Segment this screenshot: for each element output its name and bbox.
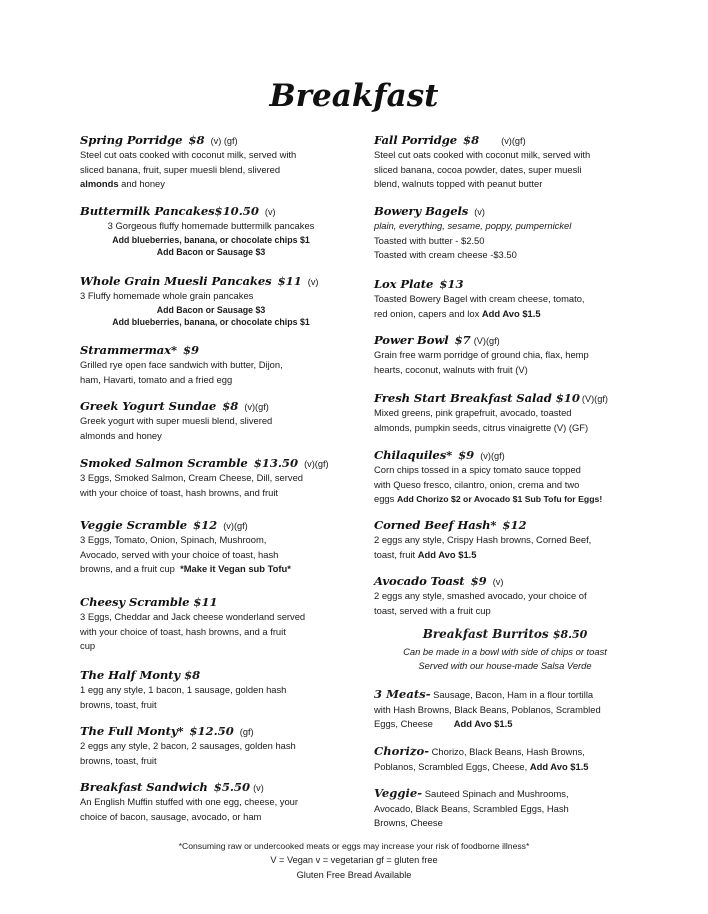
- item-name: Spring Porridge: [80, 133, 183, 147]
- item-tags: (v)(gf): [223, 521, 248, 531]
- menu-item-corned-beef-hash: [374, 516, 636, 562]
- item-name: Power Bowl: [374, 333, 449, 347]
- burritos-note: Served with our house-made Salsa Verde: [418, 660, 592, 671]
- burrito-name: Chorizo-: [374, 744, 430, 758]
- item-name: Bowery Bagels: [374, 204, 469, 218]
- item-desc: red onion, capers and lox: [374, 307, 482, 319]
- footer-legend: V = Vegan v = vegetarian gf = gluten free: [270, 855, 438, 865]
- item-desc: cup: [80, 640, 96, 652]
- item-price: $11: [277, 274, 302, 288]
- burrito-desc: Poblanos, Scrambled Eggs, Cheese,: [374, 760, 530, 772]
- item-desc: toast, fruit: [374, 548, 418, 560]
- item-desc: Toasted with cream cheese -$3.50: [374, 249, 517, 261]
- item-addon: Add Avo $1.5: [417, 548, 477, 560]
- burritos-price: $8.50: [552, 628, 588, 641]
- item-desc: 1 egg any style, 1 bacon, 1 sausage, golden hash: [80, 684, 287, 695]
- item-desc: plain, everything, sesame, poppy, pumpernickel: [374, 220, 572, 231]
- menu-item-fall-porridge: [374, 131, 636, 192]
- item-addon: Add Chorizo $2 or Avocado $1 Sub Tofu for Eggs!: [396, 494, 603, 505]
- item-name: Strammermax*: [80, 343, 177, 357]
- page-title: Breakfast: [269, 78, 439, 114]
- item-name: Smoked Salmon Scramble: [80, 456, 248, 470]
- item-price: $8: [222, 399, 239, 413]
- item-tags: (V)(gf): [581, 394, 608, 404]
- item-price: $9: [470, 574, 487, 588]
- item-desc: 2 eggs any style, 2 bacon, 2 sausages, golden hash: [80, 740, 296, 751]
- item-name: The Full Monty*: [80, 724, 184, 738]
- item-price: $12.50: [189, 724, 234, 738]
- item-desc: Grain free warm porridge of ground chia, flax, hemp: [374, 349, 589, 360]
- menu-item-greek-yogurt-sundae: [80, 397, 342, 443]
- item-name: Fresh Start Breakfast Salad: [374, 391, 552, 405]
- item-desc: Toasted Bowery Bagel with cream cheese, tomato,: [374, 293, 585, 304]
- menu-item-lox-plate: [374, 275, 636, 321]
- burrito-name: 3 Meats-: [374, 687, 431, 701]
- item-desc: Corn chips tossed in a spicy tomato sauce topped: [374, 464, 581, 475]
- menu-item-bowery-bagels: [374, 202, 636, 263]
- burrito-3-meats: [374, 687, 636, 732]
- item-price: $9: [182, 343, 200, 357]
- item-desc: Steel cut oats cooked with coconut milk, served with: [80, 149, 297, 160]
- item-addon: Add Bacon or Sausage $3: [156, 304, 266, 315]
- item-desc: blend, walnuts topped with peanut butter: [374, 178, 543, 190]
- item-desc: sliced banana, fruit, super muesli blend, slivered: [80, 163, 281, 175]
- item-desc: 3 Eggs, Cheddar and Jack cheese wonderland served: [80, 611, 306, 622]
- item-desc: choice of bacon, sausage, avocado, or ham: [80, 810, 262, 822]
- item-name: The Half Monty: [80, 668, 181, 682]
- item-name: Chilaquiles*: [374, 448, 453, 462]
- item-addon: Add Bacon or Sausage $3: [156, 247, 266, 258]
- item-tags: (V)(gf): [473, 336, 500, 346]
- item-desc: 2 eggs any style, Crispy Hash browns, Corned Beef,: [374, 534, 592, 545]
- menu-item-fresh-start-salad: [374, 389, 636, 435]
- item-price: $5.50: [213, 780, 251, 794]
- menu-item-avocado-toast: [374, 572, 636, 618]
- burrito-desc: Eggs, Cheese: [374, 718, 454, 730]
- item-tags: (v)(gf): [244, 402, 269, 412]
- menu-item-strammermax: [80, 341, 342, 387]
- item-desc: 3 Gorgeous fluffy homemade buttermilk pancakes: [107, 220, 315, 231]
- item-price: $11: [193, 595, 218, 609]
- item-addon: Add blueberries, banana, or chocolate chips $1: [112, 234, 310, 245]
- item-name: Veggie Scramble: [80, 518, 188, 532]
- footer-gluten-free: Gluten Free Bread Available: [296, 870, 412, 880]
- item-price: $8: [463, 133, 480, 147]
- item-desc: Grilled rye open face sandwich with butter, Dijon,: [80, 359, 283, 370]
- burrito-desc: Avocado, Black Beans, Scrambled Eggs, Hash: [374, 802, 569, 814]
- item-tags: (gf): [239, 727, 254, 737]
- item-addon: Add blueberries, banana, or chocolate chips $1: [112, 317, 310, 328]
- item-price: $7: [454, 333, 471, 347]
- burrito-desc: Sausage, Bacon, Ham in a flour tortilla: [430, 689, 594, 700]
- burrito-addon: Add Avo $1.5: [529, 760, 589, 772]
- menu-item-half-monty: [80, 666, 342, 712]
- item-tags: (v)(gf): [501, 136, 526, 146]
- item-tags: (v): [307, 277, 319, 287]
- burrito-veggie: [374, 786, 636, 831]
- item-desc: ham, Havarti, tomato and a fried egg: [80, 373, 233, 385]
- item-name: Fall Porridge: [374, 133, 458, 147]
- item-name: Breakfast Sandwich: [80, 780, 208, 794]
- item-name: Avocado Toast: [374, 574, 465, 588]
- item-tags: (v): [264, 207, 276, 217]
- item-desc: almonds and honey: [80, 429, 162, 441]
- burrito-desc: Browns, Cheese: [374, 817, 443, 829]
- item-tags: (v)(gf): [480, 451, 505, 461]
- item-tags: (v): [253, 783, 264, 793]
- item-price: $12: [502, 518, 527, 532]
- item-desc: toast, served with a fruit cup: [374, 604, 491, 616]
- item-desc: browns, toast, fruit: [80, 698, 157, 710]
- burrito-desc: Sauteed Spinach and Mushrooms,: [422, 788, 569, 799]
- item-price: $12: [193, 518, 218, 532]
- item-desc: with Queso fresco, cilantro, onion, crema and two: [374, 478, 580, 490]
- item-desc: browns, and a fruit cup: [80, 563, 181, 575]
- menu-item-whole-grain-muesli-pancakes: [80, 272, 342, 329]
- burrito-chorizo: [374, 744, 636, 774]
- item-desc: Toasted with butter - $2.50: [374, 234, 485, 246]
- item-addon: Add Avo $1.5: [481, 307, 541, 319]
- item-desc: sliced banana, cocoa powder, dates, super muesli: [374, 163, 582, 175]
- burrito-name: Veggie-: [374, 786, 423, 800]
- item-price: $8: [184, 668, 201, 682]
- item-name: Cheesy Scramble: [80, 595, 190, 609]
- item-desc: eggs: [374, 493, 397, 505]
- burrito-desc: Chorizo, Black Beans, Hash Browns,: [429, 746, 585, 757]
- menu-item-breakfast-sandwich: [80, 778, 342, 824]
- item-price: $13: [439, 277, 464, 291]
- menu-item-full-monty: [80, 722, 342, 768]
- menu-item-cheesy-scramble: [80, 593, 342, 654]
- burrito-desc: with Hash Browns, Black Beans, Poblanos, Scrambled: [374, 703, 601, 715]
- item-desc: and honey: [118, 178, 165, 190]
- item-desc: hearts, coconut, walnuts with fruit (V): [374, 363, 528, 375]
- item-name: Lox Plate: [374, 277, 434, 291]
- item-price: $13.50: [253, 456, 299, 470]
- item-desc-bold: almonds: [80, 178, 119, 190]
- menu-item-spring-porridge: [80, 131, 342, 192]
- item-tags: (v)(gf): [304, 459, 329, 469]
- item-desc: 2 eggs any style, smashed avocado, your choice of: [374, 590, 587, 601]
- burritos-title: Breakfast Burritos: [422, 627, 549, 641]
- item-price: $10.50: [214, 204, 259, 218]
- item-tags: (v): [474, 207, 485, 217]
- item-tags: (v): [492, 577, 504, 587]
- item-price: $8: [188, 133, 205, 147]
- burritos-heading: [374, 626, 636, 643]
- item-desc: with your choice of toast, hash browns, and fruit: [80, 486, 279, 498]
- item-name: Whole Grain Muesli Pancakes: [80, 274, 272, 288]
- item-desc: Avocado, served with your choice of toast, hash: [80, 548, 279, 560]
- footer-disclaimer: *Consuming raw or undercooked meats or eggs may increase your risk of foodborne illness*: [178, 841, 530, 851]
- menu-item-veggie-scramble: [80, 516, 342, 577]
- item-desc: almonds, pumpkin seeds, citrus vinaigrette (V) (GF): [374, 421, 589, 433]
- item-price: $9: [458, 448, 475, 462]
- menu-item-buttermilk-pancakes: [80, 202, 342, 259]
- item-name: Greek Yogurt Sundae: [80, 399, 217, 413]
- item-name: Buttermilk Pancakes: [80, 204, 215, 218]
- menu-item-chilaquiles: [374, 446, 636, 507]
- item-desc: 3 Eggs, Tomato, Onion, Spinach, Mushroom,: [80, 534, 267, 545]
- item-desc: 3 Fluffy homemade whole grain pancakes: [80, 290, 254, 301]
- item-name: Corned Beef Hash*: [374, 518, 497, 532]
- burrito-addon: Add Avo $1.5: [453, 718, 513, 730]
- burritos-note: Can be made in a bowl with side of chips or toast: [403, 646, 607, 657]
- menu-item-power-bowl: [374, 331, 636, 377]
- item-desc: An English Muffin stuffed with one egg, cheese, your: [80, 796, 299, 807]
- item-tags: (v) (gf): [210, 136, 238, 146]
- item-desc: browns, toast, fruit: [80, 754, 157, 766]
- item-price: $10: [555, 391, 580, 405]
- item-desc: 3 Eggs, Smoked Salmon, Cream Cheese, Dill, served: [80, 472, 304, 483]
- item-desc: Greek yogurt with super muesli blend, slivered: [80, 415, 273, 426]
- item-desc: Steel cut oats cooked with coconut milk, served with: [374, 149, 591, 160]
- item-desc: Mixed greens, pink grapefruit, avocado, toasted: [374, 407, 572, 418]
- item-desc: with your choice of toast, hash browns, and a fruit: [80, 625, 286, 637]
- menu-item-smoked-salmon-scramble: [80, 454, 342, 500]
- item-vegan-note: *Make it Vegan sub Tofu*: [180, 563, 291, 575]
